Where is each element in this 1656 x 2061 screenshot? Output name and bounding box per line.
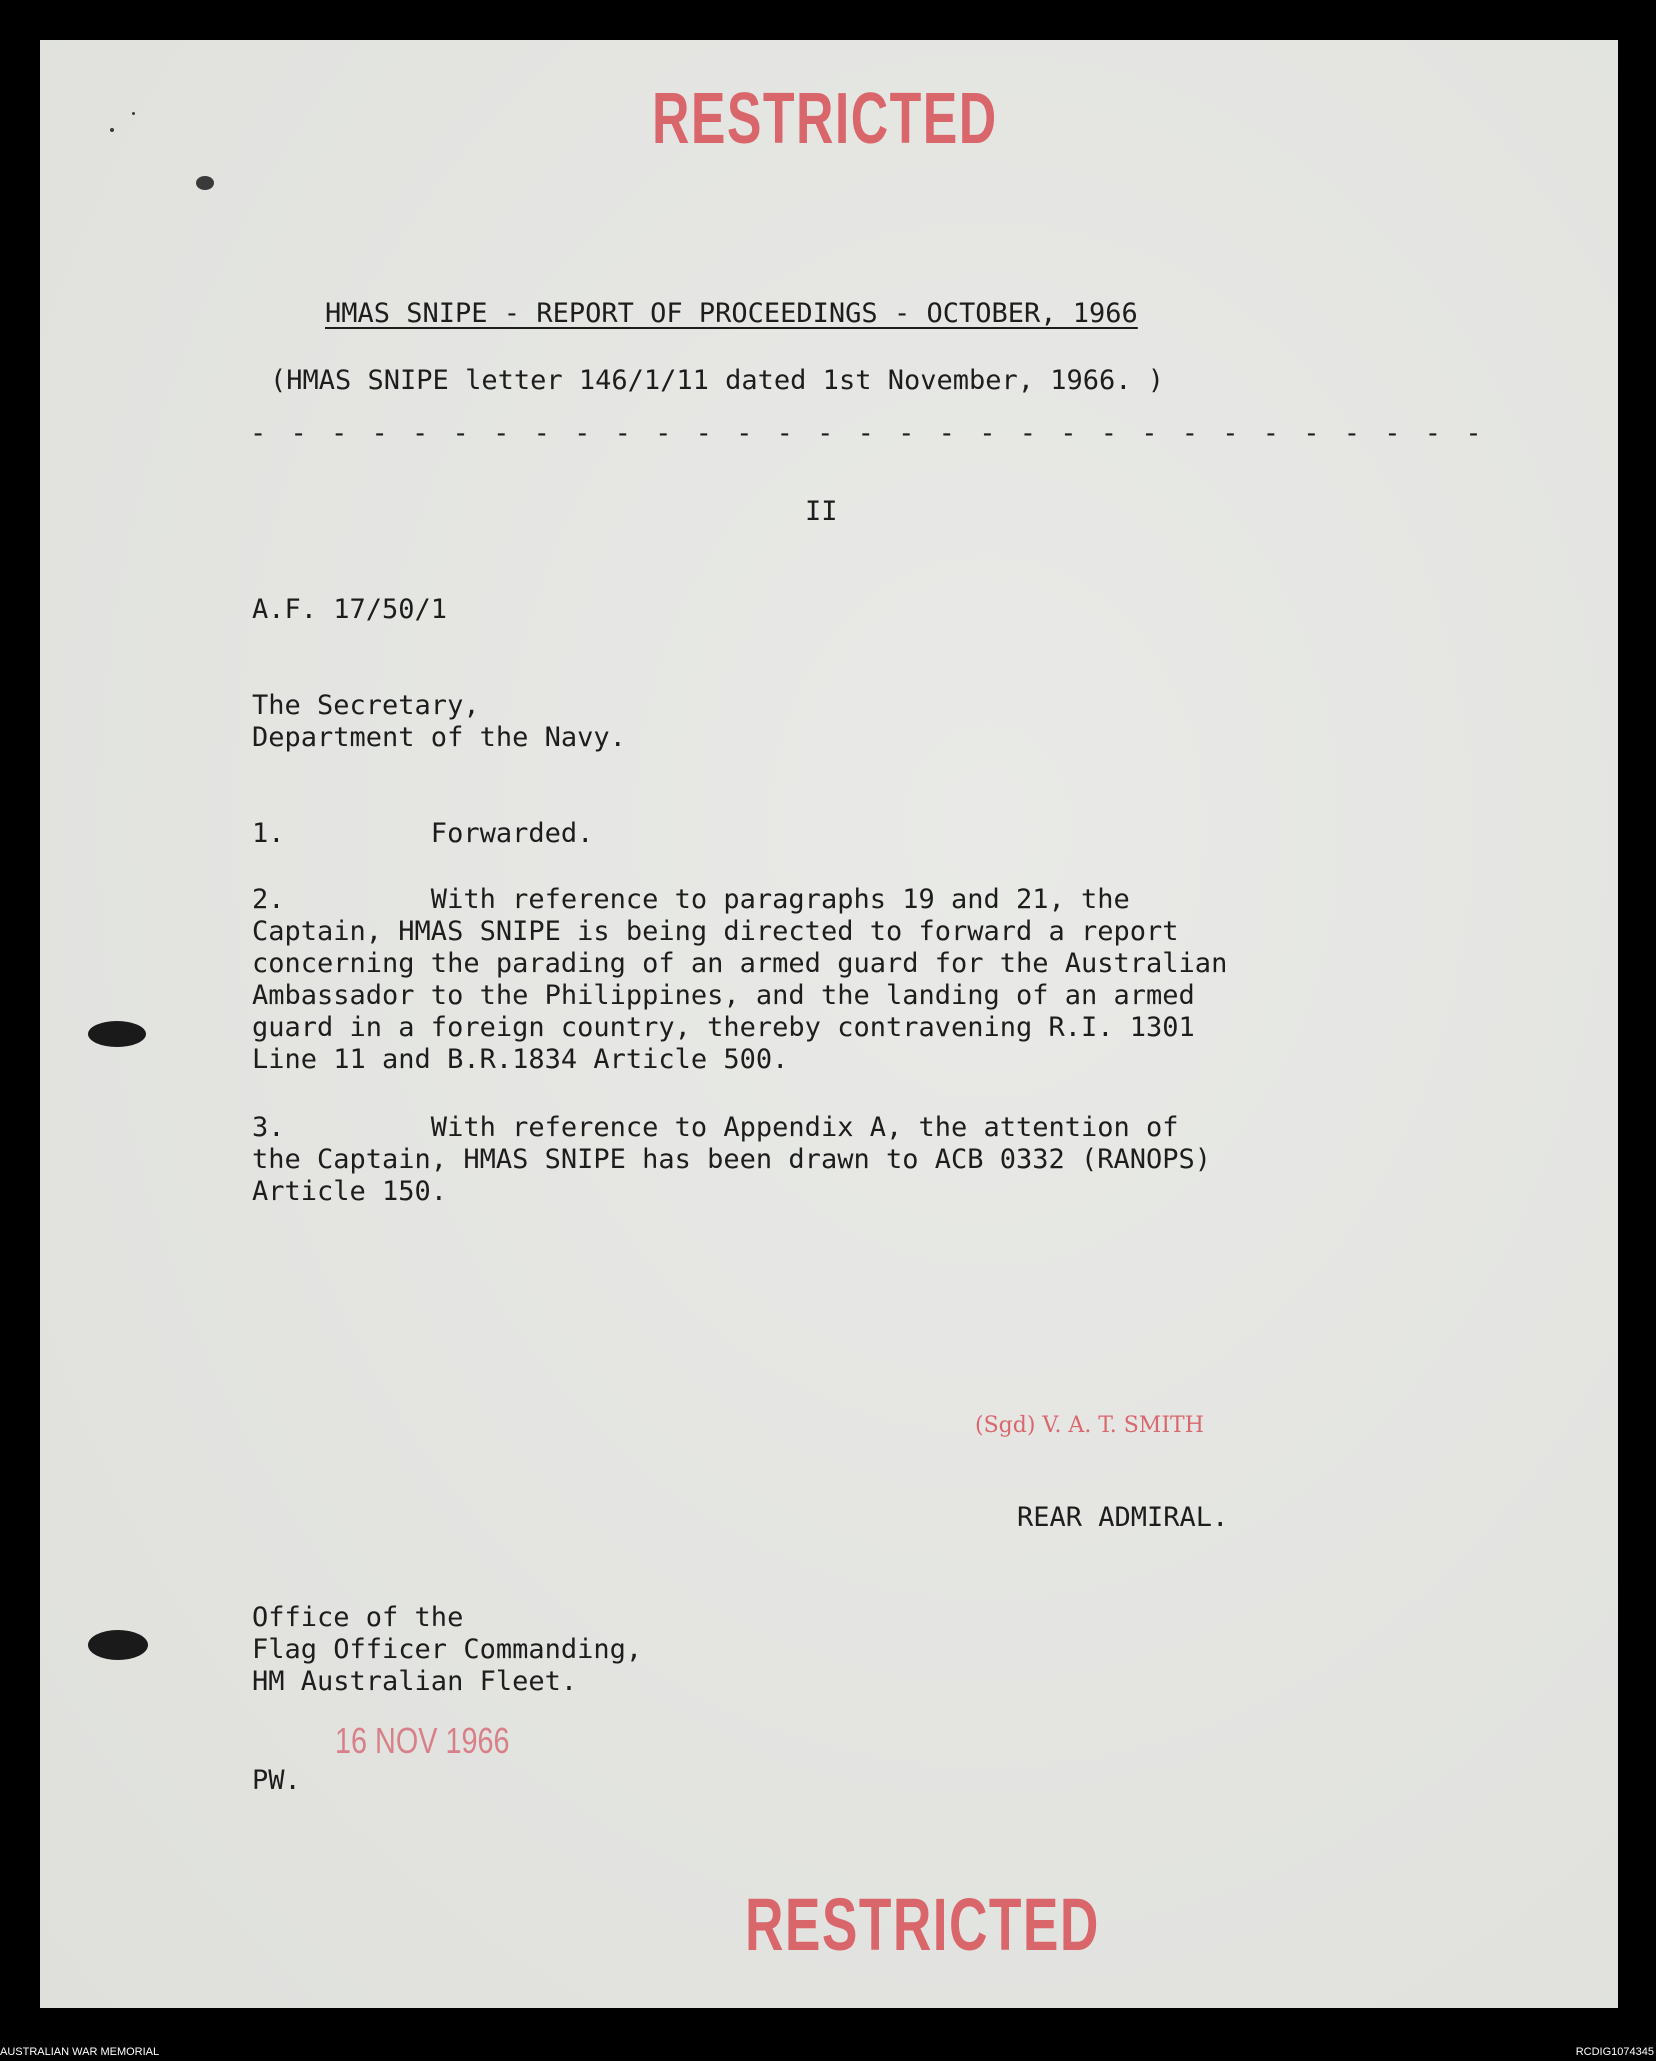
punch-hole: [88, 1021, 146, 1047]
archive-credit: AUSTRALIAN WAR MEMORIAL: [0, 2046, 160, 2058]
document-title: HMAS SNIPE - REPORT OF PROCEEDINGS - OCTOBER, 1966: [325, 298, 1138, 329]
paper-blemish: [196, 176, 214, 190]
restricted-stamp-top: RESTRICTED: [652, 79, 998, 159]
punch-hole: [88, 1630, 148, 1660]
paragraph-3: 3. With reference to Appendix A, the attention of the Captain, HMAS SNIPE has been drawn to ACB 0332 (RANOPS) Article 150.: [252, 1112, 1212, 1207]
typist-initials: PW.: [252, 1765, 301, 1796]
date-received-stamp: 16 NOV 1966: [335, 1720, 510, 1761]
signatory-rank: REAR ADMIRAL.: [1017, 1502, 1229, 1533]
archive-id: RCDIG1074345: [1575, 2046, 1654, 2058]
paragraph-2: 2. With reference to paragraphs 19 and 21, the Captain, HMAS SNIPE is being directed to forward a report concerning the parading of an armed guard for the Australian Ambassador to the Philippines, and the landing of an armed guard in a foreign country, thereby contravening R.I. 1301 Line 11 and B.R.1834 Article 500.: [252, 884, 1228, 1075]
restricted-stamp-bottom: RESTRICTED: [745, 1883, 1100, 1966]
sender-office: Office of the Flag Officer Commanding, HM Australian Fleet.: [252, 1602, 643, 1697]
document-subtitle: (HMAS SNIPE letter 146/1/11 dated 1st November, 1966. ): [270, 365, 1165, 396]
paper-blemish: [110, 128, 114, 132]
paragraph-1: 1. Forwarded.: [252, 818, 594, 849]
addressee: The Secretary, Department of the Navy.: [252, 690, 626, 753]
section-number: II: [805, 496, 838, 527]
signature-stamp: (Sgd) V. A. T. SMITH: [975, 1413, 1204, 1438]
divider-line: - - - - - - - - - - - - - - - - - - - - - - - - - - - - - - -: [250, 418, 1486, 449]
paper-blemish: [132, 112, 135, 115]
file-reference: A.F. 17/50/1: [252, 594, 448, 625]
